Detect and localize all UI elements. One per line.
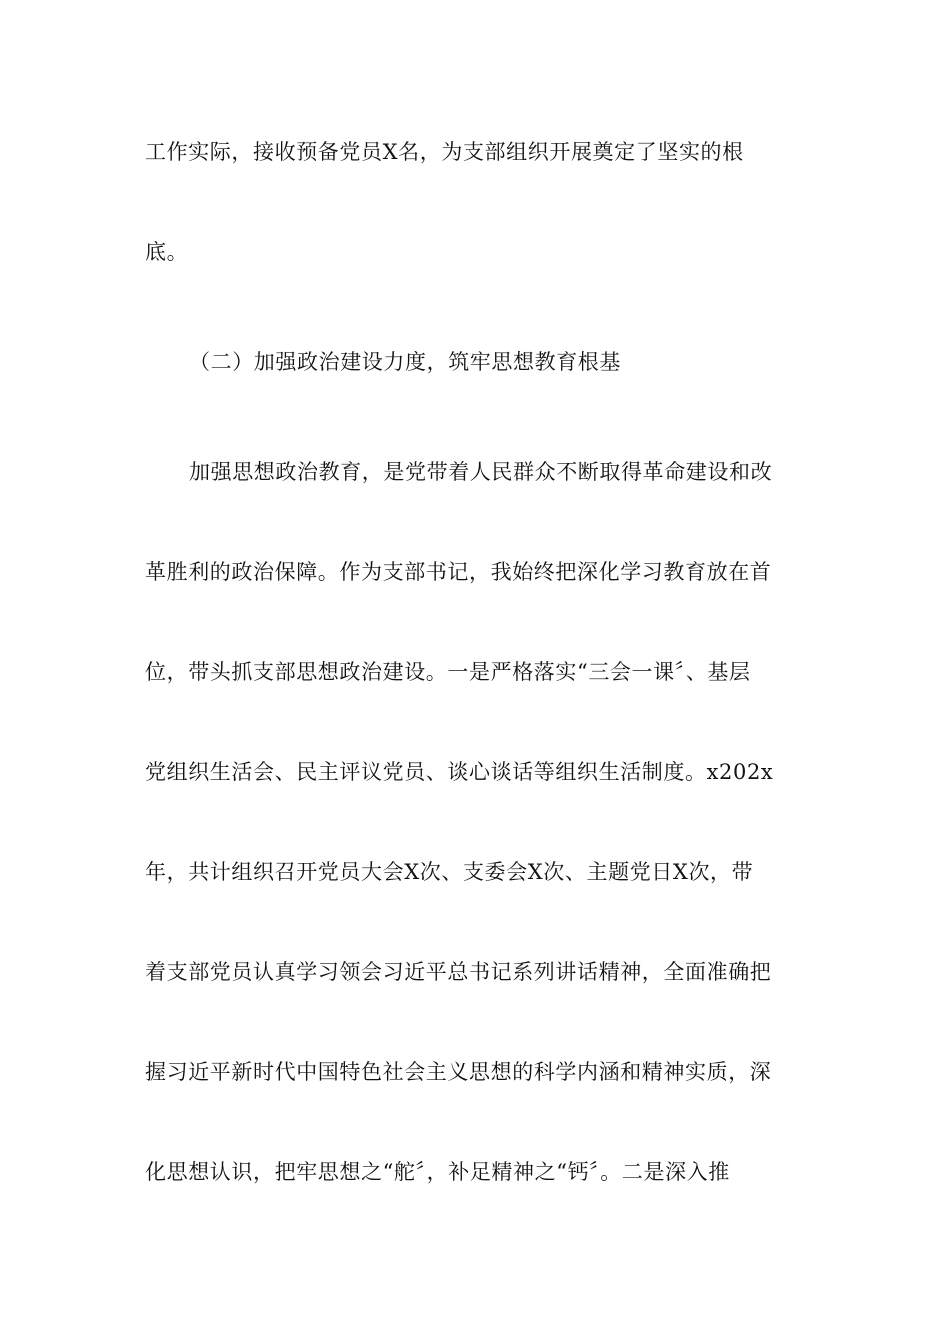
text-line: 党组织生活会、民主评议党员、谈心谈话等组织生活制度。x202x [145, 760, 774, 784]
paragraph-first-line: 加强思想政治教育，是党带着人民群众不断取得革命建设和改 [189, 460, 773, 484]
text-line: 握习近平新时代中国特色社会主义思想的科学内涵和精神实质，深 [145, 1060, 772, 1084]
text-line: 工作实际，接收预备党员X名，为支部组织开展奠定了坚实的根 [145, 140, 744, 164]
text-line: 底。 [145, 240, 189, 264]
text-line: 位，带头抓支部思想政治建设。一是严格落实“三会一课〞、基层 [145, 660, 751, 684]
text-line: 化思想认识，把牢思想之“舵〞，补足精神之“钙〞。二是深入推 [145, 1160, 730, 1184]
text-line: 革胜利的政治保障。作为支部书记，我始终把深化学习教育放在首 [145, 560, 772, 584]
text-line: 着支部党员认真学习领会习近平总书记系列讲话精神，全面准确把 [145, 960, 772, 984]
section-heading: （二）加强政治建设力度，筑牢思想教育根基 [189, 350, 621, 374]
text-line: 年，共计组织召开党员大会X次、支委会X次、主题党日X次，带 [145, 860, 754, 884]
